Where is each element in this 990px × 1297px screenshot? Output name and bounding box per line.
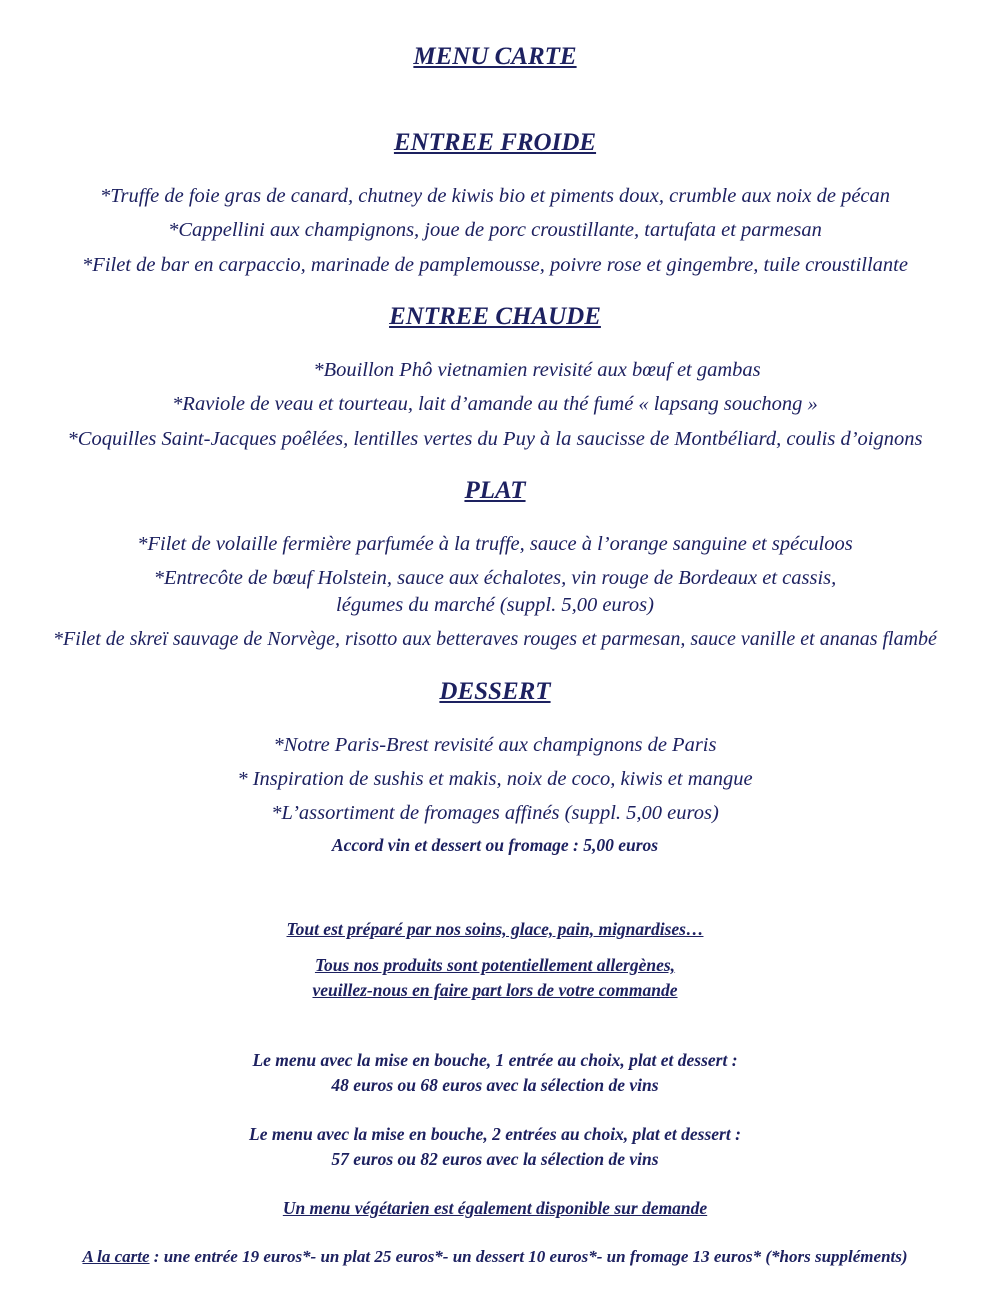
menu-item: *Cappellini aux champignons, joue de porc croustillante, tartufata et parmesan [168, 219, 822, 241]
section-title-entree-chaude: ENTREE CHAUDE [389, 303, 601, 330]
allergens-notice-line-2: veuillez-nous en faire part lors de votre commande [312, 980, 678, 1000]
menu-item: * Inspiration de sushis et makis, noix de coco, kiwis et mangue [237, 768, 753, 790]
menu-title: MENU CARTE [413, 43, 577, 70]
menu-item: *Notre Paris-Brest revisité aux champignons de Paris [273, 734, 717, 756]
menu-item: *Bouillon Phô vietnamien revisité aux bœuf et gambas [313, 359, 761, 381]
menu-item: *Filet de skreï sauvage de Norvège, risotto aux betteraves rouges et parmesan, sauce vanille et ananas flambé [53, 628, 937, 650]
allergens-notice-line-1: Tous nos produits sont potentiellement allergènes, [314, 955, 676, 975]
menu-2-entrees-line-2: 57 euros ou 82 euros avec la sélection de vins [331, 1149, 659, 1169]
menu-item: *Coquilles Saint-Jacques poêlées, lentilles vertes du Puy à la saucisse de Montbéliard, coulis d’oignons [67, 428, 923, 450]
section-title-plat: PLAT [464, 477, 526, 504]
vegetarian-notice: Un menu végétarien est également disponible sur demande [282, 1198, 708, 1218]
menu-item: légumes du marché (suppl. 5,00 euros) [336, 594, 654, 616]
menu-item: *Filet de bar en carpaccio, marinade de pamplemousse, poivre rose et gingembre, tuile croustillante [82, 254, 908, 276]
menu-item: *Raviole de veau et tourteau, lait d’amande au thé fumé « lapsang souchong » [172, 393, 818, 415]
menu-item: *L’assortiment de fromages affinés (suppl. 5,00 euros) [271, 802, 719, 824]
section-title-entree-froide: ENTREE FROIDE [393, 129, 597, 156]
a-la-carte-text: : une entrée 19 euros*- un plat 25 euros*- un dessert 10 euros*- un fromage 13 euros* (*hors suppléments) [149, 1247, 908, 1266]
dessert-wine-pairing-note: Accord vin et dessert ou fromage : 5,00 euros [331, 835, 659, 855]
menu-1-entree-line-1: Le menu avec la mise en bouche, 1 entrée au choix, plat et dessert : [252, 1050, 738, 1070]
menu-1-entree-line-2: 48 euros ou 68 euros avec la sélection de vins [331, 1075, 659, 1095]
prepared-notice: Tout est préparé par nos soins, glace, pain, mignardises… [286, 919, 704, 939]
menu-item: *Entrecôte de bœuf Holstein, sauce aux échalotes, vin rouge de Bordeaux et cassis, [153, 567, 837, 589]
menu-item: *Filet de volaille fermière parfumée à la truffe, sauce à l’orange sanguine et spéculoos [137, 533, 853, 555]
a-la-carte-prices [0, 1245, 990, 1269]
section-title-dessert: DESSERT [439, 678, 551, 705]
menu-2-entrees-line-1: Le menu avec la mise en bouche, 2 entrées au choix, plat et dessert : [249, 1124, 741, 1144]
menu-item: *Truffe de foie gras de canard, chutney de kiwis bio et piments doux, crumble aux noix de pécan [99, 185, 891, 207]
a-la-carte-label: A la carte [82, 1247, 150, 1266]
